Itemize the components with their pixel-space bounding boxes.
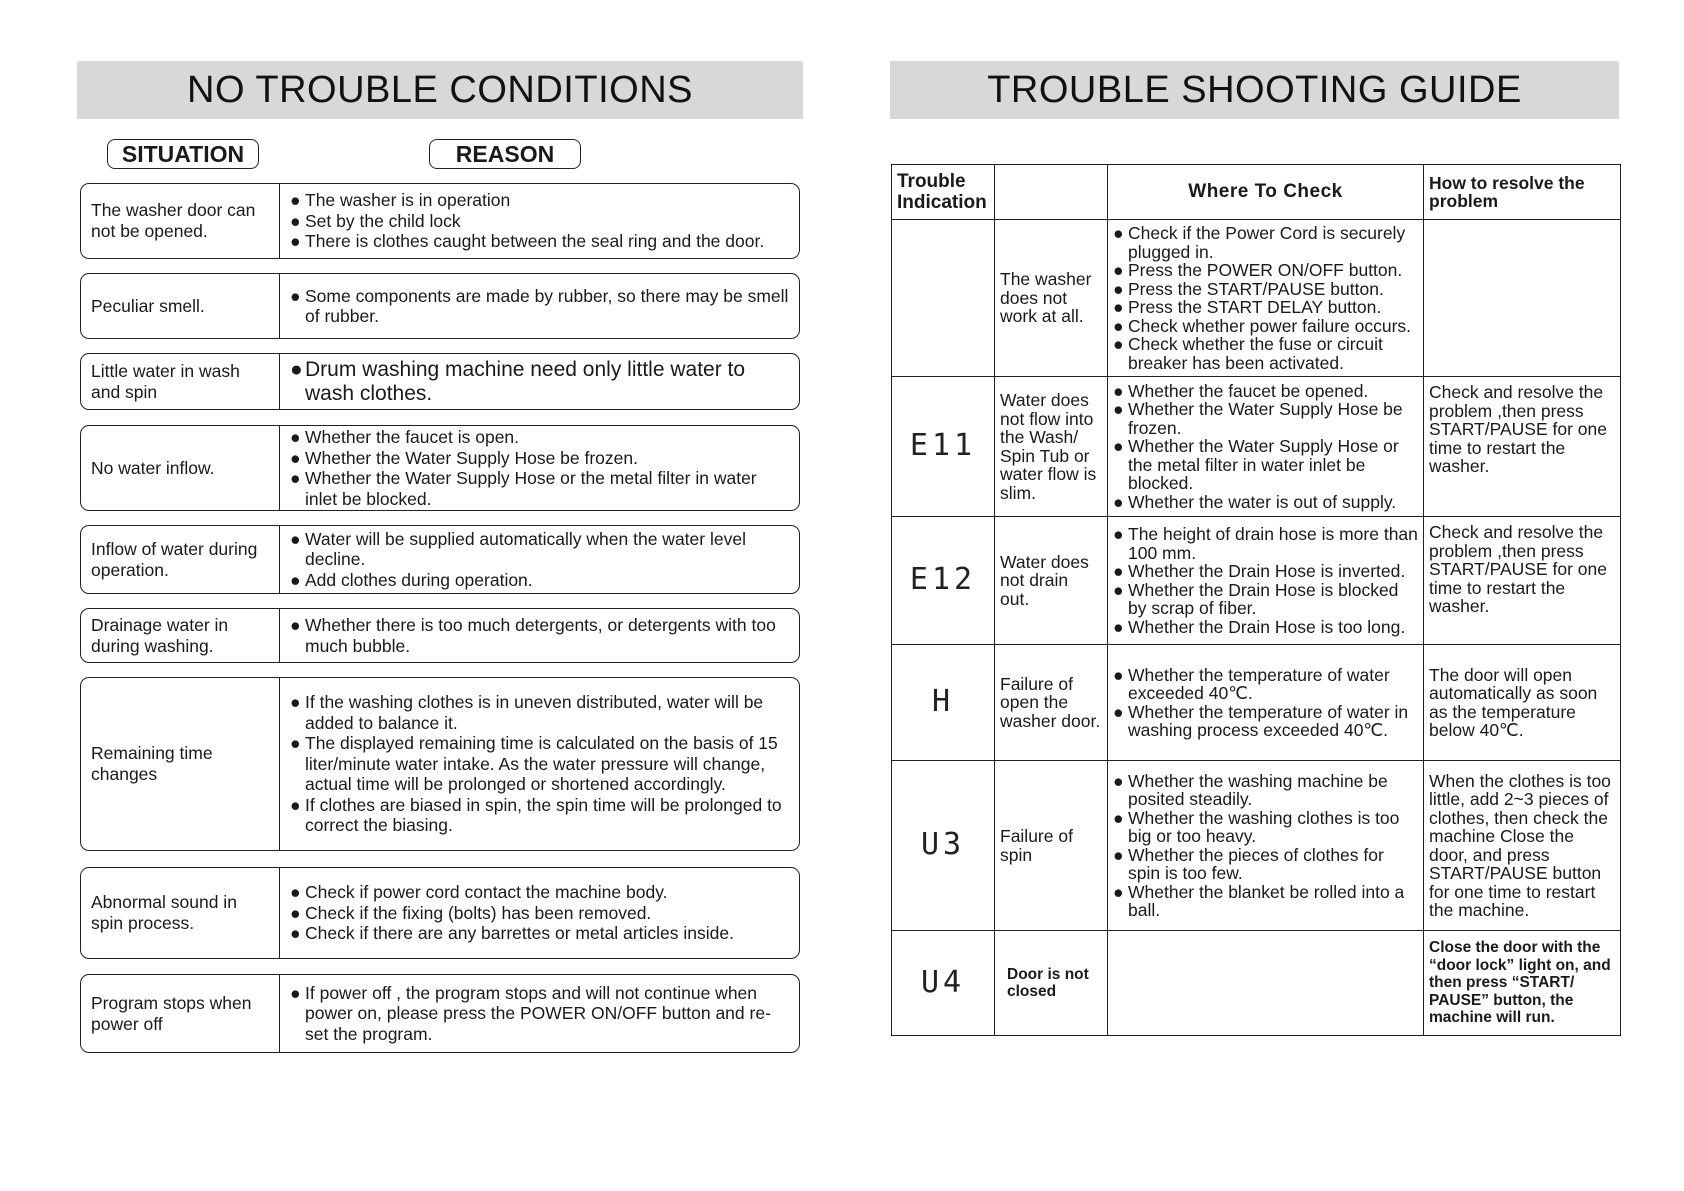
condition-row-little-water [80,353,800,410]
reason-list [280,426,799,510]
situation-text: Program stops when power off [81,975,280,1052]
check-item: ● Whether the faucet be opened. [1113,380,1369,401]
table-row [892,220,1621,377]
situation-text: Drainage water in during washing. [81,609,280,662]
error-code-display: H [892,645,995,761]
reason-item: ● Some components are made by rubber, so there may be smell of rubber. [290,285,789,326]
reason-list [280,274,799,338]
check-item: ● Whether the washing machine be posited steadily. [1113,770,1388,809]
symptom-text: Door is not closed [995,931,1108,1036]
header-trouble-indication: Trouble Indication [892,165,995,220]
reason-item: ● There is clothes caught between the seal ring and the door. [290,231,765,252]
reason-item: ● Check if there are any barrettes or metal articles inside. [290,923,734,944]
check-item: ● The height of drain hose is more than 100 mm. [1113,524,1418,563]
check-item: ● Press the START/PAUSE button. [1113,278,1384,299]
reason-list [280,526,799,593]
check-item: ● Whether the pieces of clothes for spin is too few. [1113,844,1384,883]
resolve-text: Check and resolve the problem ,then press START/PAUSE for one time to restart the washer. [1424,517,1621,645]
reason-list [280,868,799,958]
trouble-shooting-table [891,164,1621,1036]
reason-item: ● Whether there is too much detergents, or detergents with too much bubble. [290,615,776,656]
reason-item: ● Drum washing machine need only little water to wash clothes. [290,357,746,405]
reason-item: ● Whether the Water Supply Hose be frozen. [290,447,638,468]
condition-row-smell [80,273,800,339]
check-item: ● Whether the temperature of water exceeded 40℃. [1113,664,1390,703]
check-item: ● Whether the Water Supply Hose or the metal filter in water inlet be blocked. [1113,436,1399,494]
condition-row-no-inflow [80,425,800,511]
symptom-text: The washer does not work at all. [995,220,1108,377]
resolve-text: The door will open automatically as soon as the temperature below 40℃. [1424,645,1621,761]
check-item: ● Whether the Water Supply Hose be frozen. [1113,399,1403,438]
header-how-to-resolve: How to resolve the problem [1424,165,1621,220]
table-row [892,377,1621,517]
reason-list [280,354,799,409]
reason-item: ● If the washing clothes is in uneven distributed, water will be added to balance it. [290,692,764,733]
table-row [892,645,1621,761]
reason-item: ● The washer is in operation [290,190,511,211]
check-item: ● Whether the temperature of water in washing process exceeded 40℃. [1113,701,1409,740]
resolve-text: Check and resolve the problem ,then press START/PAUSE for one time to restart the washer. [1424,377,1621,517]
check-item: ● Press the START DELAY button. [1113,297,1382,317]
reason-item: ● Set by the child lock [290,210,461,231]
situation-text: Remaining time changes [81,678,280,850]
reason-item: ● Whether the Water Supply Hose or the metal filter in water inlet be blocked. [290,468,757,509]
reason-label: REASON [429,139,581,169]
table-header-row [892,165,1621,220]
error-code-display: U4 [892,931,995,1036]
table-row [892,517,1621,645]
reason-list [280,678,799,850]
check-list-empty [1108,931,1424,1036]
check-item: ● Whether the blanket be rolled into a ball. [1113,881,1405,920]
header-where-to-check: Where To Check [1108,165,1424,220]
symptom-text: Water does not flow into the Wash/ Spin Tub or water flow is slim. [995,377,1108,517]
reason-item: ● Add clothes during operation. [290,569,533,590]
reason-item: ● If power off , the program stops and will not continue when power on, please press the POWER ON/OFF button and re-set the program. [290,982,771,1044]
check-item: ● Whether the Drain Hose is blocked by scrap of fiber. [1113,579,1399,618]
condition-row-door [80,183,800,259]
error-code-display: E12 [892,517,995,645]
situation-text: Peculiar smell. [81,274,280,338]
check-list [1108,517,1424,645]
check-list [1108,220,1424,377]
reason-item: ● If clothes are biased in spin, the spin time will be prolonged to correct the biasing. [290,794,782,836]
reason-list [280,975,799,1052]
situation-text: No water inflow. [81,426,280,510]
reason-item: ● Whether the faucet is open. [290,427,520,447]
no-trouble-title: NO TROUBLE CONDITIONS [77,61,803,119]
condition-row-program-stops [80,974,800,1053]
resolve-text [1424,220,1621,377]
check-item: ● Whether the water is out of supply. [1113,491,1397,512]
situation-text: Inflow of water during operation. [81,526,280,593]
condition-row-drainage [80,608,800,663]
table-row [892,931,1621,1036]
situation-label: SITUATION [107,139,259,169]
symptom-text: Water does not drain out. [995,517,1108,645]
check-item: ● Whether the washing clothes is too big or too heavy. [1113,807,1400,846]
symptom-text: Failure of spin [995,761,1108,931]
reason-item: ● The displayed remaining time is calculated on the basis of 15 liter/minute water intake. As the water pressure will change, actual time will be prolonged or shortened accordingly. [290,733,778,795]
reason-item: ● Check if power cord contact the machine body. [290,882,668,903]
condition-row-remaining-time [80,677,800,851]
condition-row-inflow-during-operation [80,525,800,594]
trouble-shooting-title: TROUBLE SHOOTING GUIDE [890,61,1619,119]
header-empty [995,165,1108,220]
error-code-display: E11 [892,377,995,517]
condition-row-abnormal-sound [80,867,800,959]
check-item: ● Check if the Power Cord is securely plugged in. [1113,223,1406,262]
resolve-text: Close the door with the “door lock” light on, and then press “START/ PAUSE” button, the machine will run. [1424,931,1621,1036]
table-row [892,761,1621,931]
situation-text: Abnormal sound in spin process. [81,868,280,958]
check-item: ● Whether the Drain Hose is inverted. [1113,561,1406,581]
error-code-display: U3 [892,761,995,931]
check-list [1108,377,1424,517]
check-list [1108,761,1424,931]
check-item: ● Whether the Drain Hose is too long. [1113,616,1406,637]
situation-text: Little water in wash and spin [81,354,280,409]
check-item: ● Check whether the fuse or circuit breaker has been activated. [1113,334,1383,373]
check-list [1108,645,1424,761]
reason-item: ● Check if the fixing (bolts) has been removed. [290,902,652,923]
resolve-text: When the clothes is too little, add 2~3 pieces of clothes, then check the machine Close the door, and press START/PAUSE button for one time to restart the machine. [1424,761,1621,931]
reason-list [280,184,799,258]
symptom-text: Failure of open the washer door. [995,645,1108,761]
check-item: ● Press the POWER ON/OFF button. [1113,260,1403,280]
reason-item: ● Water will be supplied automatically when the water level decline. [290,528,746,570]
error-code-display [892,220,995,377]
reason-list [280,609,799,662]
situation-text: The washer door can not be opened. [81,184,280,258]
check-item: ● Check whether power failure occurs. [1113,315,1412,336]
